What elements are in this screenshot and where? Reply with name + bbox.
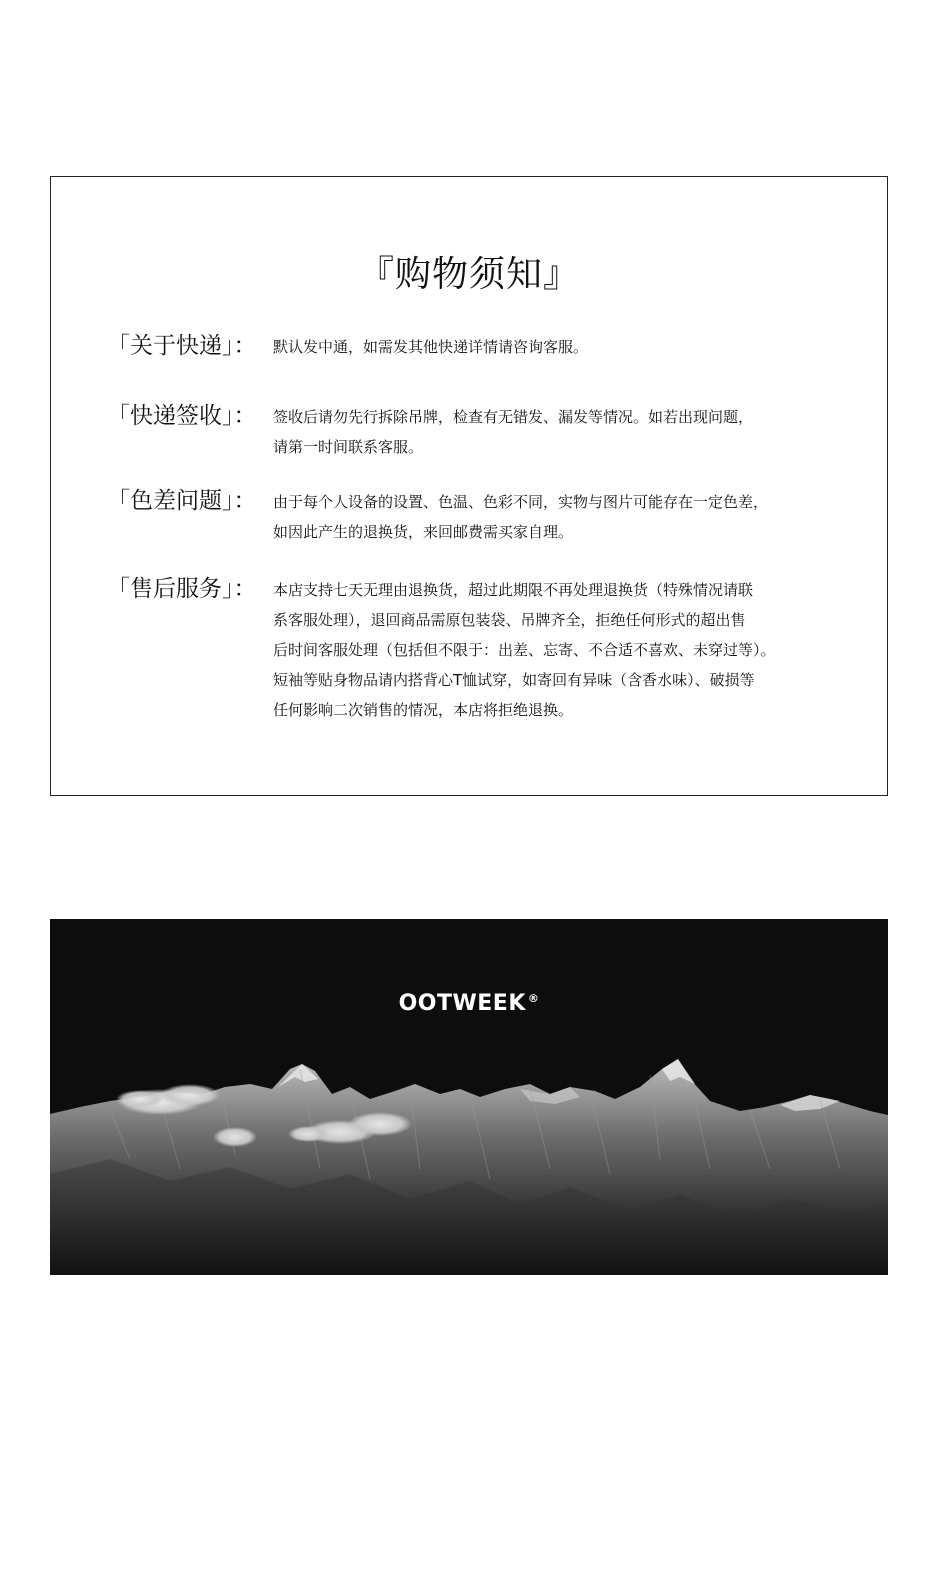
brand-name: OOTWEEK <box>398 991 526 1016</box>
section-line: 签收后请勿先行拆除吊牌，检查有无错发、漏发等情况。如若出现问题， <box>273 408 754 426</box>
section-line: 后时间客服处理（包括但不限于：出差、忘寄、不合适不喜欢、未穿过等）。 <box>273 641 776 659</box>
section-body <box>273 575 873 725</box>
section-label: 「关于快递」： <box>107 333 257 359</box>
section-line: 如因此产生的退换货，来回邮费需买家自理。 <box>273 523 574 541</box>
section-label: 「快递签收」： <box>107 403 257 429</box>
brand-banner <box>50 919 888 1275</box>
section-line: 默认发中通，如需发其他快递详情请咨询客服。 <box>273 338 589 356</box>
section-body <box>273 487 873 547</box>
section-line: 本店支持七天无理由退换货，超过此期限不再处理退换货（特殊情况请联 <box>273 581 754 599</box>
section-label: 「售后服务」： <box>107 576 257 602</box>
section-body <box>273 332 873 362</box>
registered-mark: ® <box>527 991 540 1005</box>
section-line: 由于每个人设备的设置、色温、色彩不同，实物与图片可能存在一定色差， <box>273 493 769 511</box>
section-label: 「色差问题」： <box>107 488 257 514</box>
brand-logo <box>50 991 888 1016</box>
notice-title: 『购物须知』 <box>357 254 580 295</box>
section-line: 短袖等贴身物品请内搭背心T恤试穿，如寄回有异味（含香水味）、破损等 <box>273 671 755 689</box>
section-line: 系客服处理），退回商品需原包装袋、吊牌齐全，拒绝任何形式的超出售 <box>273 611 746 629</box>
section-line: 请第一时间联系客服。 <box>273 438 424 456</box>
section-line: 任何影响二次销售的情况，本店将拒绝退换。 <box>273 701 574 719</box>
mountain-range-icon <box>50 919 888 1275</box>
shopping-notice-box <box>50 176 888 796</box>
section-body <box>273 402 873 462</box>
